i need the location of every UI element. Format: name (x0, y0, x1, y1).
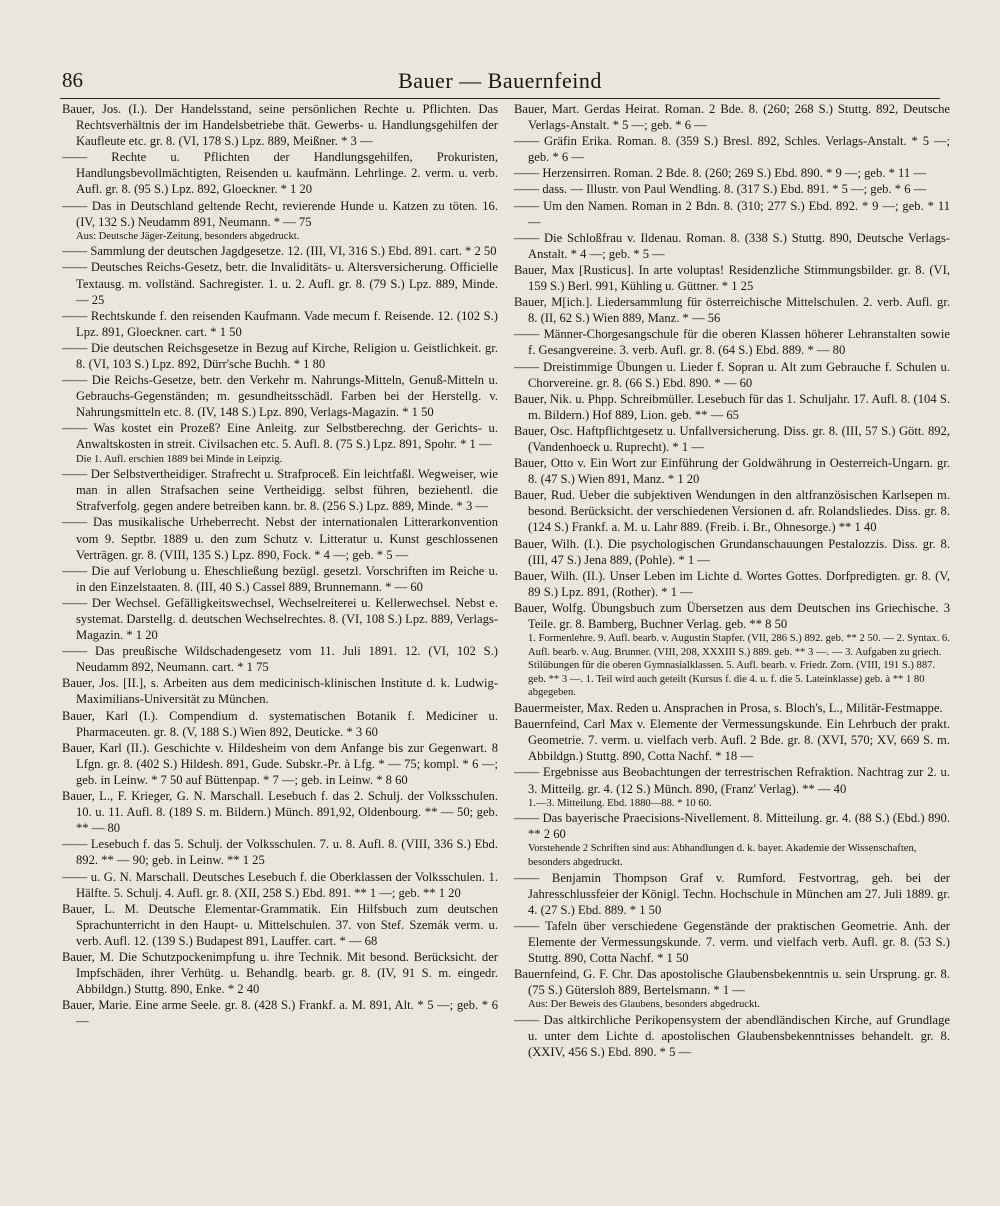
catalog-entry: Bauer, Karl (II.). Geschichte v. Hildesheim von dem Anfange bis zur Gegenwart. 8 Lfgn. gr. 8. (402 S.) Hildesh. 891, Gude. Subskr.-Pr. à Lfg. * — 75; kompl. * 6 —; geb. in Leinw. * 7 50 auf Büttenpap. * 7 —; geb. in Leinw. * 8 60 (62, 740, 498, 787)
catalog-entry: Bauer, Marie. Eine arme Seele. gr. 8. (428 S.) Frankf. a. M. 891, Alt. * 5 —; geb. * 6 — (62, 998, 498, 1029)
catalog-entry: Bauer, Wilh. (I.). Die psychologischen Grundanschauungen Pestalozzis. Diss. gr. 8. (III, 47 S.) Jena 889, (Pohle). * 1 — (514, 536, 950, 567)
catalog-entry: —— Deutsches Reichs-Gesetz, betr. die Invaliditäts- u. Altersversicherung. Officielle Textausg. m. vollständ. Sachregister. 1. u. 2. Aufl. gr. 8. (79 S.) Lpz. 889, Minde. — 25 (62, 260, 498, 307)
catalog-entry: —— u. G. N. Marschall. Deutsches Lesebuch f. die Oberklassen der Volksschulen. 1. Hälfte. 5. Schulj. 4. Aufl. gr. 8. (XII, 258 S.) Ebd. 891. ** 1 —; geb. ** 1 20 (62, 869, 498, 900)
catalog-entry: —— Der Selbstvertheidiger. Strafrecht u. Strafproceß. Ein leichtfaßl. Wegweiser, wie man in allen Strafsachen seine Vertheidigg. selbst führen, beziehentl. die Strafverfolg. gegen andere betreiben kann. br. 8. (256 S.) Lpz. 889, Minde. * 3 — (62, 467, 498, 514)
catalog-note: 1.—3. Mitteilung. Ebd. 1880—88. * 10 60. (528, 797, 712, 809)
catalog-entry: —— Das musikalische Urheberrecht. Nebst der internationalen Litterarkonvention vom 9. Septbr. 1889 u. den zum Schutz v. Litteratur u. Kunst geschlossenen Verträgen. gr. 8. (VIII, 135 S.) Lpz. 890, Fock. * 4 —; geb. * 5 — (62, 515, 498, 562)
page-header (60, 68, 940, 99)
catalog-entry: —— Sammlung der deutschen Jagdgesetze. 12. (III, VI, 316 S.) Ebd. 891. cart. * 2 50 (62, 244, 497, 259)
catalog-entry: Bauer, M[ich.]. Liedersammlung für österreichische Mittelschulen. 2. verb. Aufl. gr. 8. (II, 62 S.) Wien 889, Manz. * — 56 (514, 295, 950, 326)
catalog-note: Vorstehende 2 Schriften sind aus: Abhandlungen d. k. bayer. Akademie der Wissenschaften, besonders abgedruckt. (528, 843, 917, 868)
catalog-entry: —— Rechtskunde f. den reisenden Kaufmann. Vade mecum f. Reisende. 12. (102 S.) Lpz. 891, Gloeckner. cart. * 1 50 (62, 308, 498, 339)
catalog-entry: Bauer, L., F. Krieger, G. N. Marschall. Lesebuch f. das 2. Schulj. der Volksschulen. 10. u. 11. Aufl. 8. (189 S. m. Bildern.) Münch. 891,92, Oldenbourg. ** — 50; geb. ** — 80 (62, 789, 498, 836)
catalog-entry: Bauer, Osc. Haftpflichtgesetz u. Unfallversicherung. Diss. gr. 8. (III, 57 S.) Gött. 892, (Vandenhoeck u. Ruprecht). * 1 — (514, 423, 950, 454)
left-column (62, 101, 498, 1029)
catalog-entry: Bauer, L. M. Deutsche Elementar-Grammatik. Ein Hilfsbuch zum deutschen Sprachunterricht in den Haupt- u. Mittelschulen. 37. von Stef. Szemák verm. u. verb. Aufl. 12. (139 S.) Budapest 891, Lauffer. cart. * — 68 (62, 901, 498, 948)
catalog-entry: Bauer, Max [Rusticus]. In arte voluptas! Residenzliche Stimmungsbilder. gr. 8. (VI, 159 S.) Berl. 991, Kühling u. Güttner. * 1 25 (514, 262, 950, 294)
catalog-entry: —— Der Wechsel. Gefälligkeitswechsel, Wechselreiterei u. Kellerwechsel. Nebst e. systemat. Darstellg. d. deutschen Wechselrechtes. 8. (VI, 108 S.) Lpz. 889, Verlags-Magazin. * 1 20 (62, 595, 498, 643)
right-column (514, 101, 950, 1060)
catalog-entry: —— Ergebnisse aus Beobachtungen der terrestrischen Refraktion. Nachtrag zur 2. u. 3. Mitteilg. gr. 4. (12 S.) Münch. 890, (Franz' Verlag). ** — 40 (514, 765, 950, 796)
catalog-note: Die 1. Aufl. erschien 1889 bei Minde in Leipzig. (76, 453, 283, 465)
catalog-entry: —— Die deutschen Reichsgesetze in Bezug auf Kirche, Religion u. Geistlichkeit. gr. 8. (VI, 103 S.) Lpz. 892, Dürr'sche Buchh. * 1 80 (62, 340, 498, 371)
catalog-entry: —— Herzensirren. Roman. 2 Bde. 8. (260; 269 S.) Ebd. 890. * 9 —; geb. * 11 — (514, 166, 926, 181)
catalog-entry: Bauer, Wolfg. Übungsbuch zum Übersetzen aus dem Deutschen ins Griechische. 3 Teile. gr. 8. Bamberg, Buchner Verlag. geb. ** 8 50 (514, 600, 950, 631)
catalog-entry: Bauer, Jos. [II.], s. Arbeiten aus dem medicinisch-klinischen Institute d. k. Ludwig-Maximilians-Universität zu München. (62, 676, 498, 707)
catalog-entry: Bauer, M. Die Schutzpockenimpfung u. ihre Technik. Mit besond. Berücksicht. der Impfschäden, ihrer Verhütg. u. Behandlg. bearb. gr. 8. (IV, 91 S. m. eingedr. Abbildgn.) Stuttg. 890, Enke. * 2 40 (62, 949, 498, 997)
page-number: 86 (62, 68, 83, 92)
catalog-entry: Bauernfeind, G. F. Chr. Das apostolische Glaubensbekenntnis u. sein Ursprung. gr. 8. (75 S.) Gütersloh 889, Bertelsmann. * 1 — (514, 967, 950, 998)
catalog-entry: —— Das altkirchliche Perikopensystem der abendländischen Kirche, auf Grundlage u. unter dem Lichte d. apostolischen Glaubensbekenntnisses behandelt. gr. 8. (XXIV, 456 S.) Ebd. 890. * 5 — (514, 1012, 950, 1060)
catalog-entry: Bauer, Nik. u. Phpp. Schreibmüller. Lesebuch für das 1. Schuljahr. 17. Aufl. 8. (104 S. m. Bildern.) Hof 889, Lion. geb. ** — 65 (514, 391, 950, 422)
catalog-entry: —— Rechte u. Pflichten der Handlungsgehilfen, Prokuristen, Handlungsbevollmächtigten, Reisenden u. kaufmänn. Lehrlinge. 2. verm. u. verb. Aufl. gr. 8. (95 S.) Lpz. 892, Gloeckner. * 1 20 (62, 150, 498, 197)
catalog-entry: —— Die auf Verlobung u. Eheschließung bezügl. gesetzl. Vorschriften im Reiche u. in den Einzelstaaten. 8. (III, 40 S.) Cassel 889, Brunnemann. * — 60 (62, 563, 498, 594)
catalog-entry: —— Um den Namen. Roman in 2 Bdn. 8. (310; 277 S.) Ebd. 892. * 9 —; geb. * 11 — (514, 198, 950, 229)
catalog-entry: Bauer, Mart. Gerdas Heirat. Roman. 2 Bde. 8. (260; 268 S.) Stuttg. 892, Deutsche Verlags-Anstalt. * 5 —; geb. * 6 — (514, 102, 950, 133)
catalog-note: 1. Formenlehre. 9. Aufl. bearb. v. Augustin Stapfer. (VII, 286 S.) 892. geb. ** 2 50. — 2. Syntax. 6. Aufl. bearb. v. Aug. Brunner. (VIII, 208, XXXIII S.) 889. geb. ** 3 —. — 3. Aufgaben zu griech. Stilübungen für die oberen Gymnasialklassen. 5. Aufl. bearb. v. Friedr. Zorn. (VIII, 191 S.) 887. geb. ** 3 —. 1. Teil wird auch geteilt (Kursus f. die 4. u. f. die 5. Lateinklasse) geb. à ** 1 80 abgegeben. (528, 633, 950, 699)
catalog-entry: —— Das in Deutschland geltende Recht, revierende Hunde u. Katzen zu töten. 16. (IV, 132 S.) Neudamm 891, Neumann. * — 75 (62, 198, 498, 229)
catalog-entry: —— Die Schloßfrau v. Ildenau. Roman. 8. (338 S.) Stuttg. 890, Deutsche Verlags-Anstalt. * 4 —; geb. * 5 — (514, 230, 950, 261)
catalog-entry: —— Lesebuch f. das 5. Schulj. der Volksschulen. 7. u. 8. Aufl. 8. (VIII, 336 S.) Ebd. 892. ** — 90; geb. in Leinw. ** 1 25 (62, 837, 498, 868)
catalog-entry: —— Was kostet ein Prozeß? Eine Anleitg. zur Selbstberechng. der Gerichts- u. Anwaltskosten in streit. Civilsachen etc. 5. Aufl. 8. (75 S.) Lpz. 891, Spohr. * 1 — (62, 421, 498, 452)
catalog-entry: Bauer, Otto v. Ein Wort zur Einführung der Goldwährung in Oesterreich-Ungarn. gr. 8. (47 S.) Wien 891, Manz. * 1 20 (514, 456, 950, 487)
catalog-entry: —— Dreistimmige Übungen u. Lieder f. Sopran u. Alt zum Gebrauche f. Schulen u. Chorvereine. gr. 8. (66 S.) Ebd. 890. * — 60 (514, 359, 950, 390)
running-head: Bauer — Bauernfeind (398, 68, 602, 93)
catalog-note: Aus: Der Beweis des Glaubens, besonders abgedruckt. (528, 999, 760, 1011)
catalog-entry: —— Männer-Chorgesangschule für die oberen Klassen höherer Lehranstalten sowie f. Gesangvereine. 3. verb. Aufl. gr. 8. (64 S.) Ebd. 889. * — 80 (514, 327, 950, 358)
catalog-entry: Bauernfeind, Carl Max v. Elemente der Vermessungskunde. Ein Lehrbuch der prakt. Geometrie. 7. verm. u. vielfach verb. Aufl. 2 Bde. gr. 8. (XVI, 570; XV, 669 S. m. Abbildgn.) Stuttg. 890, Cotta Nachf. * 18 — (514, 717, 950, 764)
catalog-entry: —— Benjamin Thompson Graf v. Rumford. Festvortrag, geh. bei der Jahresschlussfeier der Königl. Techn. Hochschule in München am 27. Juli 1889. gr. 4. (27 S.) Ebd. 889. * 1 50 (514, 870, 950, 917)
catalog-entry: —— Das bayerische Praecisions-Nivellement. 8. Mitteilung. gr. 4. (88 S.) (Ebd.) 890. ** 2 60 (514, 811, 950, 842)
catalog-entry: Bauer, Rud. Ueber die subjektiven Wendungen in den altfranzösischen Karlsepen m. besond. Berücksicht. der verschiedenen Versionen d. afr. Rolandsliedes. Diss. gr. 8. (124 S.) Frankf. a. M. u. Lahr 889. (Freib. i. Br., Ohnesorge.) ** 1 40 (514, 488, 950, 535)
catalog-entry: Bauer, Karl (I.). Compendium d. systematischen Botanik f. Mediciner u. Pharmaceuten. gr. 8. (V, 188 S.) Wien 892, Deuticke. * 3 60 (62, 708, 498, 739)
catalog-entry: —— dass. — Illustr. von Paul Wendling. 8. (317 S.) Ebd. 891. * 5 —; geb. * 6 — (514, 182, 927, 197)
catalog-entry: —— Das preußische Wildschadengesetz vom 11. Juli 1891. 12. (VI, 102 S.) Neudamm 892, Neumann. cart. * 1 75 (62, 644, 498, 675)
catalog-entry: —— Gräfin Erika. Roman. 8. (359 S.) Bresl. 892, Schles. Verlags-Anstalt. * 5 —; geb. * 6 — (514, 134, 950, 165)
catalog-entry: —— Die Reichs-Gesetze, betr. den Verkehr m. Nahrungs-Mitteln, Genuß-Mitteln u. Gebrauchs-Gegenständen; m. gesundheitsschädl. Farben bei der Herstellg. v. Nahrungsmitteln etc. 8. (IV, 148 S.) Lpz. 890, Verlags-Magazin. * 1 50 (62, 373, 498, 420)
catalog-note: Aus: Deutsche Jäger-Zeitung, besonders abgedruckt. (76, 230, 300, 242)
catalog-entry: Bauer, Wilh. (II.). Unser Leben im Lichte d. Wortes Gottes. Dorfpredigten. gr. 8. (V, 89 S.) Lpz. 891, (Rother). * 1 — (514, 568, 950, 599)
catalog-entry: Bauermeister, Max. Reden u. Ansprachen in Prosa, s. Bloch's, L., Militär-Festmappe. (514, 701, 943, 716)
catalog-entry: Bauer, Jos. (I.). Der Handelsstand, seine persönlichen Rechte u. Pflichten. Das Rechtsverhältnis der im Handelsbetriebe thät. Gewerbs- u. Handlungsgehilfen der Kaufleute etc. gr. 8. (VI, 178 S.) Lpz. 889, Meißner. * 3 — (62, 102, 498, 149)
catalog-entry: —— Tafeln über verschiedene Gegenstände der praktischen Geometrie. Anh. der Elemente der Vermessungskunde. 7. verm. und vielfach verb. Aufl. gr. 8. (53 S.) Stuttg. 890, Cotta Nachf. * 1 50 (514, 918, 950, 966)
